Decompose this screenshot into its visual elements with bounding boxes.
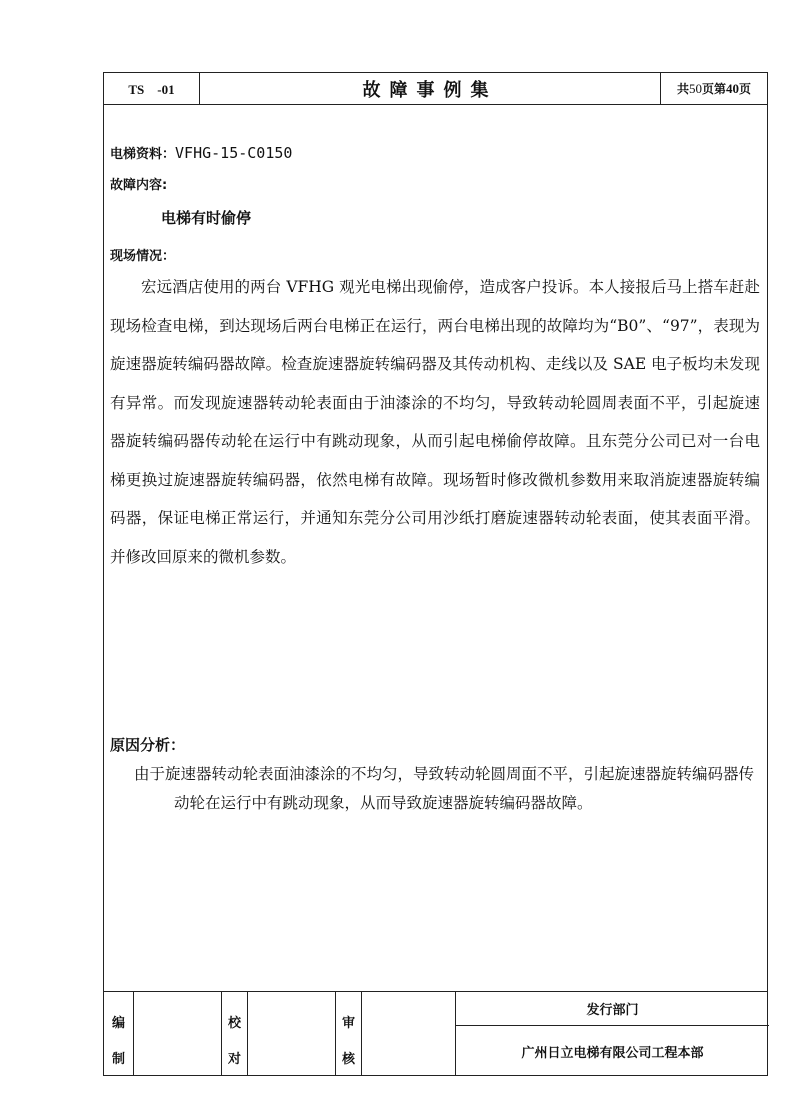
dept-label: 发行部门 bbox=[456, 992, 769, 1026]
page-total: 50 bbox=[688, 80, 702, 96]
site-label: 现场情况： bbox=[110, 249, 176, 264]
issuing-department bbox=[456, 992, 769, 1076]
bianzhi-char-2: 制 bbox=[112, 1052, 126, 1067]
bianzhi-char-1: 编 bbox=[112, 1016, 126, 1031]
page-prefix: 共 bbox=[676, 82, 689, 96]
shenhe-char-2: 核 bbox=[342, 1052, 356, 1067]
bianzhi-label-cell bbox=[104, 992, 134, 1076]
analysis-text: 由于旋速器转动轮表面油漆涂的不均匀，导致转动轮圆周面不平，引起旋速器旋转编码器传动轮在运行中有跳动现象，从而导致旋速器旋转编码器故障。 bbox=[134, 765, 755, 812]
shenhe-char-1: 审 bbox=[342, 1016, 356, 1031]
fault-content: 电梯有时偷停 bbox=[161, 209, 252, 227]
page-suffix: 页 bbox=[739, 82, 752, 96]
doc-title: 故障事例集 bbox=[200, 73, 661, 104]
jiaodui-label-cell bbox=[222, 992, 248, 1076]
elevator-label: 电梯资料： bbox=[110, 147, 176, 162]
header-row bbox=[104, 73, 767, 105]
fault-label: 故障内容: bbox=[110, 178, 168, 193]
elevator-info bbox=[110, 143, 292, 162]
analysis-label: 原因分析： bbox=[110, 736, 186, 754]
page-info bbox=[661, 73, 767, 104]
page-current: 40 bbox=[726, 80, 739, 96]
bianzhi-value-cell bbox=[134, 992, 222, 1076]
jiaodui-char-1: 校 bbox=[228, 1016, 242, 1031]
document-frame bbox=[103, 72, 768, 1076]
doc-code: TS -01 bbox=[104, 73, 200, 104]
shenhe-value-cell bbox=[362, 992, 456, 1076]
elevator-model: VFHG-15-C0150 bbox=[175, 144, 293, 162]
footer-signoff bbox=[104, 991, 767, 1076]
site-description: 宏远酒店使用的两台 VFHG 观光电梯出现偷停，造成客户投诉。本人接报后马上搭车赶赴现场检查电梯，到达现场后两台电梯正在运行，两台电梯出现的故障均为“B0”、“97”，表现为旋速器旋转编码器故障。检查旋速器旋转编码器及其传动机构、走线以及 SAE 电子板均未发现有异常。而发现旋速器转动轮表面由于油漆涂的不均匀，导致转动轮圆周表面不平，引起旋速器旋转编码器传动轮在运行中有跳动现象，从而引起电梯偷停故障。且东莞分公司已对一台电梯更换过旋速器旋转编码器，依然电梯有故障。现场暂时修改微机参数用来取消旋速器旋转编码器，保证电梯正常运行，并通知东莞分公司用沙纸打磨旋速器转动轮表面，使其表面平滑。并修改回原来的微机参数。 bbox=[110, 278, 760, 566]
jiaodui-char-2: 对 bbox=[228, 1052, 242, 1067]
dept-name: 广州日立电梯有限公司工程本部 bbox=[521, 1045, 704, 1061]
jiaodui-value-cell bbox=[248, 992, 336, 1076]
page-mid: 页第 bbox=[701, 82, 726, 96]
shenhe-label-cell bbox=[336, 992, 362, 1076]
